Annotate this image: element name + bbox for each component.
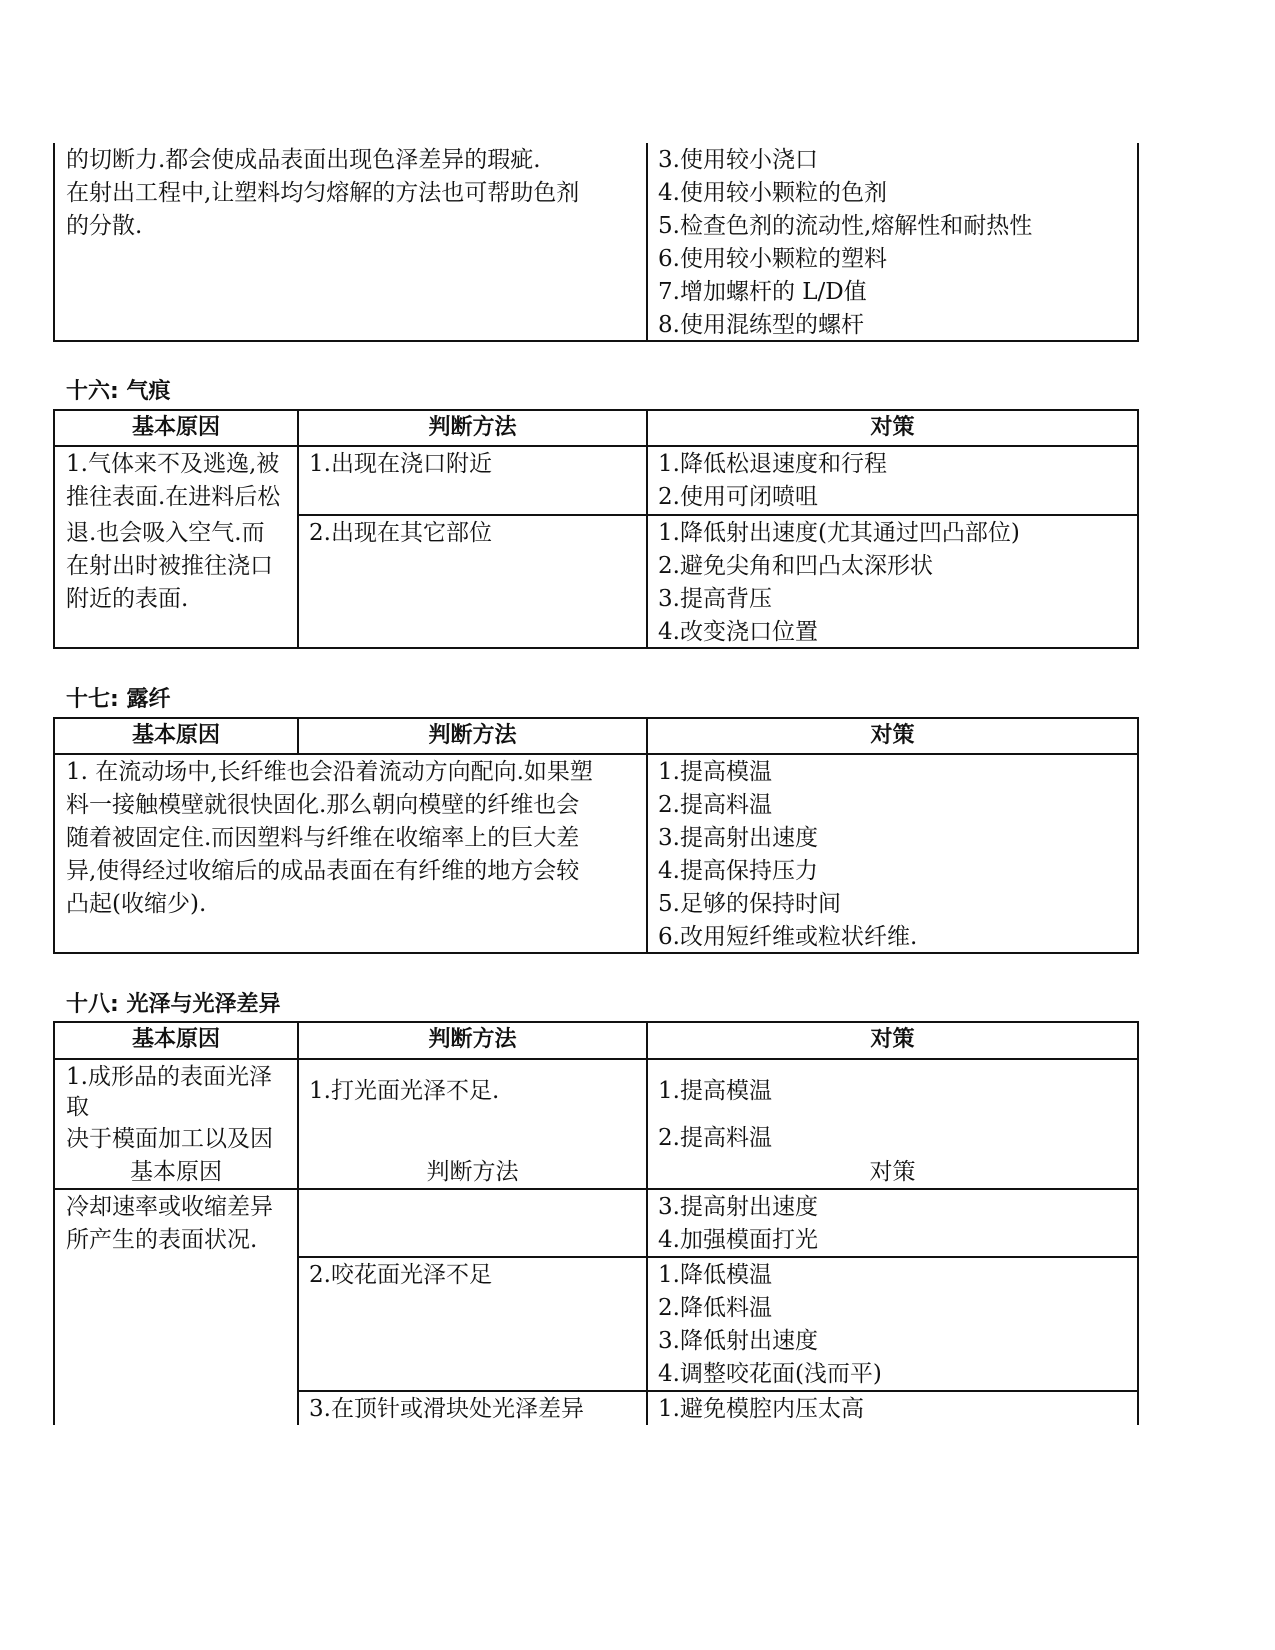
method-line: 1.出现在浇口附近 (309, 451, 492, 477)
header-measure: 对策 (870, 415, 915, 440)
cause-line: 凸起(收缩少). (66, 891, 207, 917)
repeat-header-method: 判断方法 (426, 1159, 519, 1185)
cause-line: 1.成形品的表面光泽 (66, 1064, 272, 1090)
measure-line: 5.足够的保持时间 (658, 891, 841, 917)
cause-line: 1. 在流动场中,长纤维也会沿着流动方向配向.如果塑 (66, 759, 593, 785)
header-cause: 基本原因 (131, 723, 220, 748)
cause-line: 随着被固定住.而因塑料与纤维在收缩率上的巨大差 (66, 825, 580, 851)
cause-line: 取 (66, 1094, 89, 1120)
cont-cause-line: 在射出工程中,让塑料均匀熔解的方法也可帮助色剂 (66, 180, 580, 206)
cont-measure-line: 3.使用较小浇口 (658, 147, 818, 173)
measure-line: 1.降低松退速度和行程 (658, 451, 887, 477)
measure-line: 2.提高料温 (658, 1125, 772, 1151)
measure-line: 4.改变浇口位置 (658, 619, 818, 645)
section-title-17: 十七: 露纤 (66, 687, 171, 712)
method-line: 2.出现在其它部位 (309, 520, 492, 546)
method-line: 1.打光面光泽不足. (309, 1078, 500, 1104)
measure-line: 1.降低模温 (658, 1262, 772, 1288)
cause-line: 推往表面.在进料后松 (66, 484, 281, 510)
header-method: 判断方法 (428, 723, 517, 748)
cont-cause-line: 的分散. (66, 213, 143, 239)
method-line: 3.在顶针或滑块处光泽差异 (309, 1396, 584, 1422)
repeat-header-cause: 基本原因 (130, 1159, 222, 1185)
header-measure: 对策 (870, 723, 915, 748)
section-title-18: 十八: 光泽与光泽差异 (66, 992, 281, 1017)
cause-line: 退.也会吸入空气.而 (66, 520, 265, 546)
measure-line: 6.改用短纤维或粒状纤维. (658, 924, 918, 950)
measure-line: 1.避免模腔内压太高 (658, 1396, 864, 1422)
repeat-header-measure: 对策 (869, 1159, 916, 1185)
cause-line: 决于模面加工以及因 (66, 1126, 273, 1152)
cont-cause-line: 的切断力.都会使成品表面出现色泽差异的瑕疵. (66, 147, 541, 173)
cause-line: 1.气体来不及逃逸,被 (66, 451, 280, 477)
cont-measure-line: 5.检查色剂的流动性,熔解性和耐热性 (658, 213, 1033, 239)
cause-line: 所产生的表面状况. (66, 1227, 258, 1253)
cont-measure-line: 4.使用较小颗粒的色剂 (658, 180, 887, 206)
cont-measure-line: 8.使用混练型的螺杆 (658, 312, 864, 338)
measure-line: 1.降低射出速度(尤其通过凹凸部位) (658, 520, 1020, 546)
cause-line: 冷却速率或收缩差异 (66, 1194, 273, 1220)
measure-line: 3.提高背压 (658, 586, 772, 612)
measure-line: 2.提高料温 (658, 792, 772, 818)
cause-line: 在射出时被推往浇口 (66, 553, 273, 579)
measure-line: 3.提高射出速度 (658, 1194, 818, 1220)
cause-line: 料一接触模壁就很快固化.那么朝向模壁的纤维也会 (66, 792, 580, 818)
cont-measure-line: 6.使用较小颗粒的塑料 (658, 246, 887, 272)
measure-line: 1.提高模温 (658, 759, 772, 785)
method-line: 2.咬花面光泽不足 (309, 1262, 492, 1288)
measure-line: 2.避免尖角和凹凸太深形状 (658, 553, 933, 579)
cause-line: 异,使得经过收缩后的成品表面在有纤维的地方会较 (66, 858, 580, 884)
header-method: 判断方法 (428, 1027, 517, 1052)
header-cause: 基本原因 (131, 1027, 220, 1052)
measure-line: 2.降低料温 (658, 1295, 772, 1321)
header-method: 判断方法 (428, 415, 517, 440)
measure-line: 4.调整咬花面(浅而平) (658, 1361, 882, 1387)
measure-line: 2.使用可闭喷咀 (658, 484, 818, 510)
header-cause: 基本原因 (131, 415, 220, 440)
section-title-16: 十六: 气痕 (66, 379, 171, 404)
cause-line: 附近的表面. (66, 586, 189, 612)
header-measure: 对策 (870, 1027, 915, 1052)
measure-line: 3.提高射出速度 (658, 825, 818, 851)
measure-line: 4.加强模面打光 (658, 1227, 818, 1253)
measure-line: 3.降低射出速度 (658, 1328, 818, 1354)
cont-measure-line: 7.增加螺杆的 L/D值 (658, 279, 867, 305)
measure-line: 4.提高保持压力 (658, 858, 818, 884)
measure-line: 1.提高模温 (658, 1078, 772, 1104)
